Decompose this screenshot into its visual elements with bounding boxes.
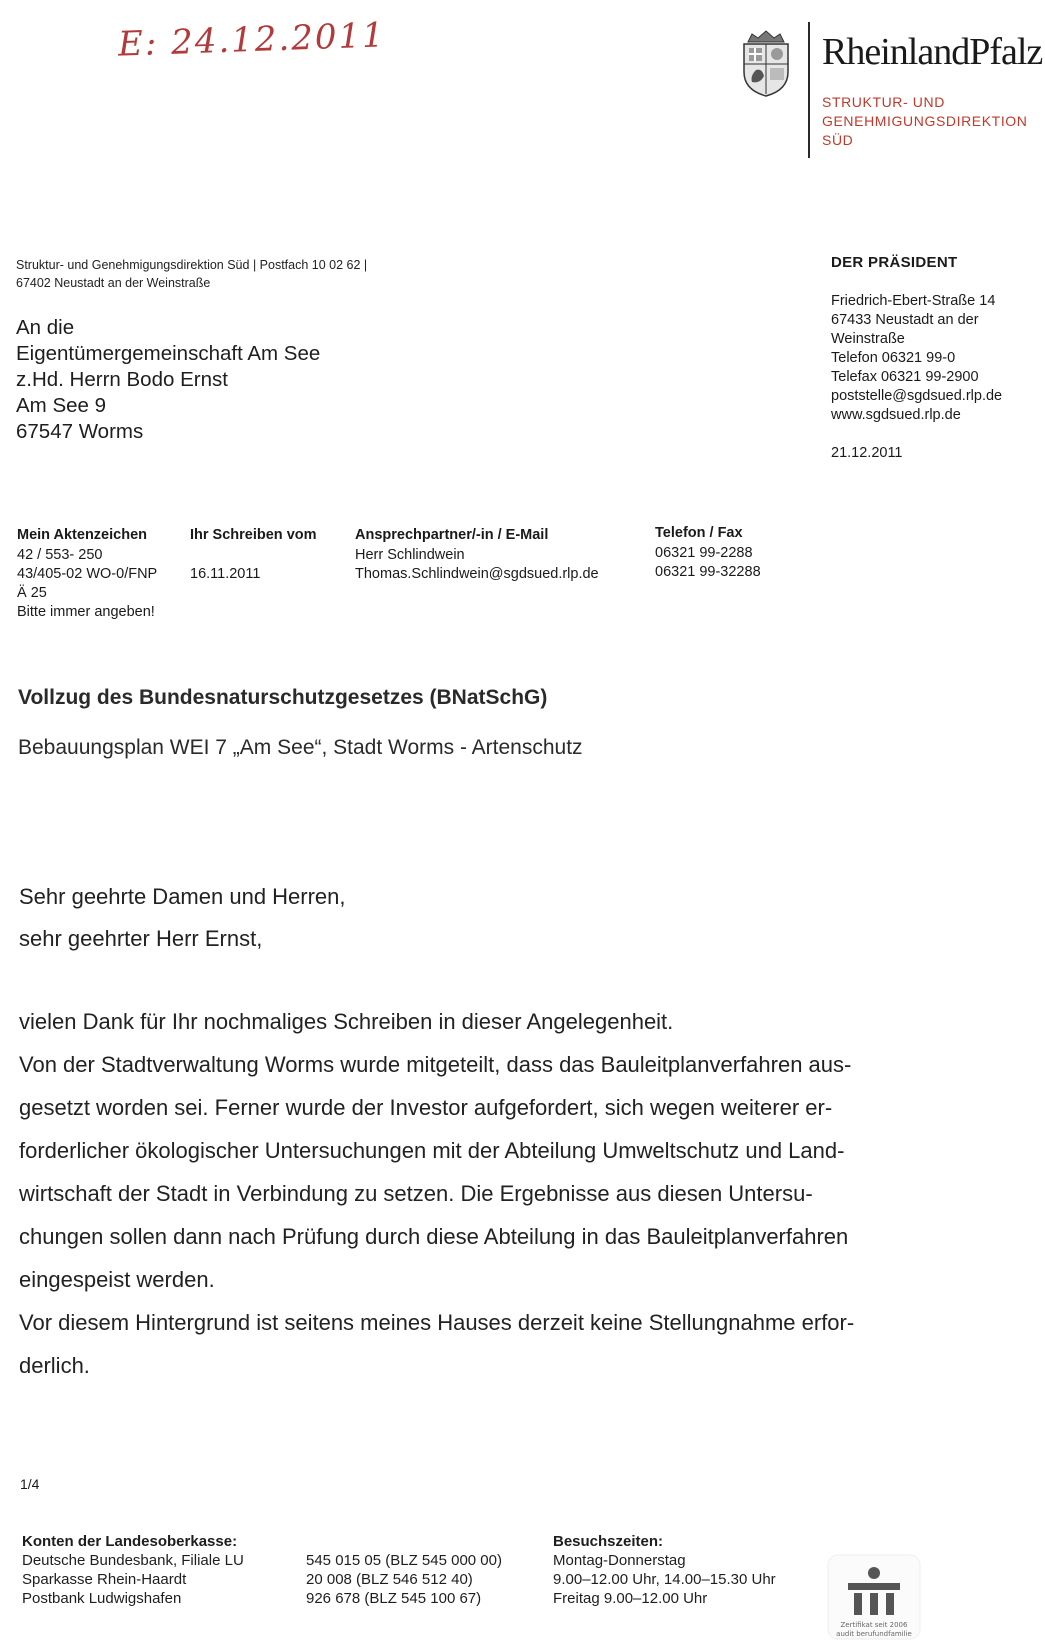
reference-value: Herr Schlindwein [355, 547, 465, 563]
logo-subtitle-line: STRUKTUR- UND [822, 94, 945, 110]
contact-line: 67433 Neustadt an der [831, 312, 979, 328]
contact-email: poststelle@sgdsued.rlp.de [831, 388, 1003, 404]
subject-title: Vollzug des Bundesnaturschutzgesetzes (BNatSchG) [18, 686, 548, 709]
recipient-line: 67547 Worms [16, 420, 144, 443]
reference-value: 06321 99-2288 [655, 545, 753, 561]
logo-subtitle-line: SÜD [822, 132, 854, 148]
footer-bank: Postbank Ludwigshafen [22, 1590, 182, 1607]
sender-return-address [16, 256, 367, 292]
footer-visiting-line: Montag-Donnerstag [553, 1552, 686, 1569]
contact-line: Friedrich-Ebert-Straße 14 [831, 293, 996, 309]
body-line: chungen sollen dann nach Prüfung durch diese Abteilung in das Bauleitplanverfahren [19, 1224, 849, 1249]
reference-value: 06321 99-32288 [655, 564, 761, 580]
reference-header: Ansprechpartner/-in / E-Mail [355, 527, 549, 543]
footer-visiting-line: Freitag 9.00–12.00 Uhr [553, 1590, 708, 1607]
contact-line: Telefax 06321 99-2900 [831, 369, 979, 385]
footer-visiting-hours [553, 1532, 776, 1608]
page-number: 1/4 [20, 1476, 40, 1492]
subject-subtitle: Bebauungsplan WEI 7 „Am See“, Stadt Worms - Artenschutz [18, 736, 583, 759]
footer-accounts-heading: Konten der Landesoberkasse: [22, 1533, 238, 1550]
body-line: Vor diesem Hintergrund ist seitens meines Hauses derzeit keine Stellungnahme erfor- [19, 1310, 855, 1335]
salutation [19, 876, 346, 960]
body-line: wirtschaft der Stadt in Verbindung zu setzen. Die Ergebnisse aus diesen Untersu- [19, 1181, 813, 1206]
footer-banks [22, 1532, 244, 1608]
footer-bank: Deutsche Bundesbank, Filiale LU [22, 1552, 244, 1569]
reference-value: Bitte immer angeben! [17, 604, 155, 620]
contact-line: Weinstraße [831, 331, 905, 347]
badge-text: Zertifikat seit 2006 [840, 1621, 908, 1629]
reference-header: Telefon / Fax [655, 525, 743, 541]
reference-contact-person [355, 526, 599, 584]
reference-value: Thomas.Schlindwein@sgdsued.rlp.de [355, 566, 599, 582]
footer-visiting-heading: Besuchszeiten: [553, 1533, 664, 1550]
reference-phone-fax [655, 524, 761, 582]
sender-line: 67402 Neustadt an der Weinstraße [16, 276, 211, 290]
contact-website: www.sgdsued.rlp.de [831, 407, 961, 423]
recipient-address [16, 315, 320, 445]
salutation-line: Sehr geehrte Damen und Herren, [19, 884, 346, 909]
badge-text: audit berufundfamilie [836, 1630, 912, 1638]
footer-account-number: 545 015 05 (BLZ 545 000 00) [306, 1552, 502, 1569]
reference-header: Ihr Schreiben vom [190, 527, 317, 543]
reference-value: 43/405-02 WO-0/FNP [17, 566, 158, 582]
handwritten-receipt-note: E: 24.12.2011 [117, 15, 387, 65]
footer-account-number: 926 678 (BLZ 545 100 67) [306, 1590, 482, 1607]
salutation-line: sehr geehrter Herr Ernst, [19, 926, 263, 951]
logo-title: RheinlandPfalz [822, 31, 1043, 73]
recipient-line: An die [16, 316, 75, 339]
reference-value [190, 546, 317, 565]
letter-body [19, 1000, 979, 1387]
reference-value: 42 / 553- 250 [17, 547, 103, 563]
reference-your-letter [190, 526, 317, 584]
office-contact [831, 292, 1002, 425]
body-line: derlich. [19, 1353, 90, 1378]
reference-value: 16.11.2011 [190, 566, 261, 582]
sender-line: Struktur- und Genehmigungsdirektion Süd | Postfach 10 02 62 | [16, 258, 368, 272]
office-heading: DER PRÄSIDENT [831, 254, 958, 271]
body-line: eingespeist werden. [19, 1267, 215, 1292]
logo-subtitle-line: GENEHMIGUNGSDIREKTION [822, 113, 1028, 129]
recipient-line: z.Hd. Herrn Bodo Ernst [16, 368, 228, 391]
footer-visiting-line: 9.00–12.00 Uhr, 14.00–15.30 Uhr [553, 1571, 776, 1588]
letter-date: 21.12.2011 [831, 445, 903, 461]
footer-account-numbers [306, 1551, 502, 1608]
body-line: forderlicher ökologischer Untersuchungen mit der Abteilung Umweltschutz und Land- [19, 1138, 845, 1163]
recipient-line: Eigentümergemeinschaft Am See [16, 342, 321, 365]
logo-subtitle [822, 93, 1028, 150]
body-line: Von der Stadtverwaltung Worms wurde mitgeteilt, dass das Bauleitplanverfahren aus- [19, 1052, 852, 1077]
coat-of-arms-icon [740, 28, 792, 98]
reference-file-number [17, 526, 157, 622]
recipient-line: Am See 9 [16, 394, 107, 417]
contact-line: Telefon 06321 99-0 [831, 350, 956, 366]
body-line: gesetzt worden sei. Ferner wurde der Investor aufgefordert, sich wegen weiterer er- [19, 1095, 833, 1120]
footer-account-number: 20 008 (BLZ 546 512 40) [306, 1571, 473, 1588]
audit-berufundfamilie-badge-icon [826, 1553, 922, 1641]
footer-bank: Sparkasse Rhein-Haardt [22, 1571, 187, 1588]
reference-value: Ä 25 [17, 585, 47, 601]
logo-divider [808, 22, 810, 158]
body-line: vielen Dank für Ihr nochmaliges Schreiben in dieser Angelegenheit. [19, 1009, 674, 1034]
reference-header: Mein Aktenzeichen [17, 527, 147, 543]
